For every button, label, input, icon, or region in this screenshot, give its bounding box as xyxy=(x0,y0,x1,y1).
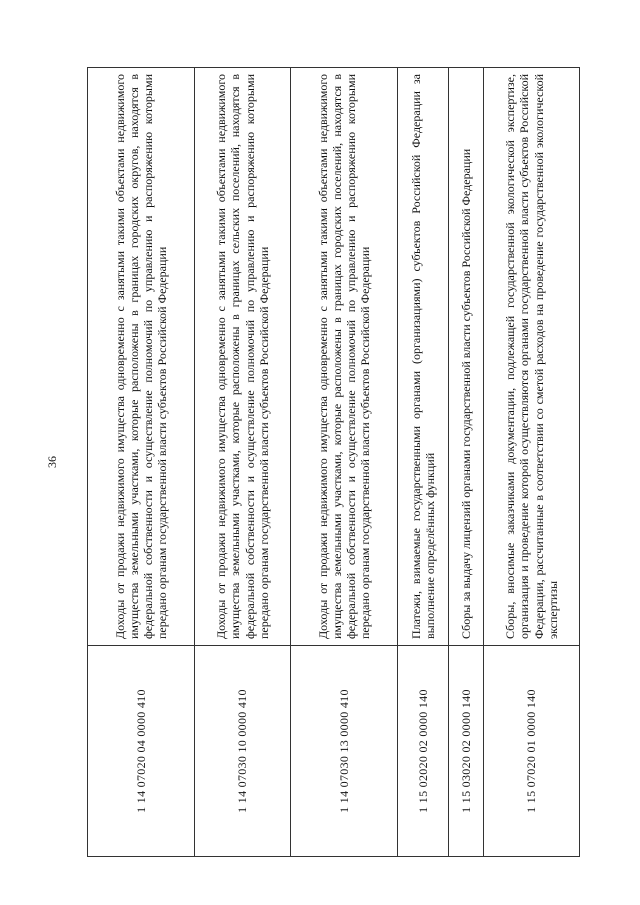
table-row xyxy=(88,68,195,857)
revenue-description-cell: Сборы за выдачу лицензий органами государственной власти субъектов Российской Федерации xyxy=(449,68,484,646)
revenue-description-cell: Доходы от продажи недвижимого имущества одновременно с занятыми такими объектами недвижимого имущества земельными участками, которые расположены в границах сельских поселений, находятся в федеральной собственности и осуществление полномочий по управлению и распоряжению которыми передано органам государственной власти субъектов Российской Федерации xyxy=(195,68,291,646)
table-row xyxy=(291,68,398,857)
table-row xyxy=(449,68,484,857)
revenue-description-cell: Доходы от продажи недвижимого имущества одновременно с занятыми такими объектами недвижимого имущества земельными участками, которые расположены в границах городских округов, находятся в федеральной собственности и осуществление полномочий по управлению и распоряжению которыми передано органам государственной власти субъектов Российской Федерации xyxy=(88,68,195,646)
rotated-table-container xyxy=(87,67,579,857)
revenue-code-cell: 1 15 03020 02 0000 140 xyxy=(449,646,484,857)
revenue-code-cell: 1 15 07020 01 0000 140 xyxy=(484,646,580,857)
revenue-code-cell: 1 15 02020 02 0000 140 xyxy=(398,646,449,857)
revenue-code-cell: 1 14 07030 10 0000 410 xyxy=(195,646,291,857)
table-row xyxy=(195,68,291,857)
revenue-code-cell: 1 14 07030 13 0000 410 xyxy=(291,646,398,857)
table-row xyxy=(484,68,580,857)
table-row xyxy=(398,68,449,857)
revenue-description-cell: Доходы от продажи недвижимого имущества одновременно с занятыми такими объектами недвижимого имущества земельными участками, которые расположены в границах городских поселений, находятся в федеральной собственности и осуществление полномочий по управлению и распоряжению которыми передано органам государственной власти субъектов Российской Федерации xyxy=(291,68,398,646)
revenue-description-cell: Платежи, взимаемые государственными органами (организациями) субъектов Российской Федерации за выполнение определённых функций xyxy=(398,68,449,646)
revenue-description-cell: Сборы, вносимые заказчиками документации, подлежащей государственной экологической экспертизе, организация и проведение которой осуществляются органами государственной власти субъектов Российской Федерации, рассчитанные в соответствии со сметой расходов на проведение государственной экологической экспертизы xyxy=(484,68,580,646)
revenue-code-cell: 1 14 07020 04 0000 410 xyxy=(88,646,195,857)
page-number: 36 xyxy=(45,456,59,468)
revenue-code-table xyxy=(87,67,580,857)
